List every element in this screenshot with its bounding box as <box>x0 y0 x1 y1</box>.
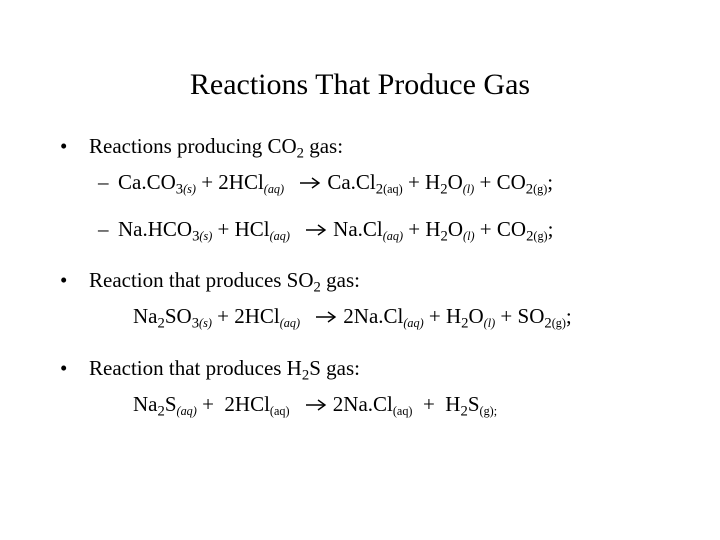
dash-marker: – <box>98 217 109 241</box>
bullet-marker: • <box>60 356 68 380</box>
equation-na2so3: $Na_2SO_3(s) + 2HCl(aq)$ $2Na.Cl(aq) + H_2O(l) + SO_2(g)$; <box>133 304 572 332</box>
equation-na2s: $Na_2S(aq) + 2HCl(aq)$ $2Na.Cl(aq) + H_2S(g)$; <box>133 392 498 420</box>
bullet-marker: • <box>60 134 68 158</box>
equation-nahco3: – $Na.HCO_3(s) + HCl(aq)$ $Na.Cl(aq) + H_2O(l) + CO_2(g)$; <box>98 217 554 245</box>
dash-marker: – <box>98 170 109 194</box>
bullet-marker: • <box>60 268 68 292</box>
slide-title: Reactions That Produce Gas <box>189 68 531 101</box>
arrow-right-icon <box>305 398 327 412</box>
arrow-right-icon <box>299 176 321 190</box>
bullet-co2-heading: • Reactions producing $CO_2$ gas: <box>60 134 344 162</box>
arrow-right-icon <box>315 310 337 324</box>
arrow-right-icon <box>305 223 327 237</box>
equation-caco3: – $Ca.CO_3(s) + 2HCl(aq)$ $Ca.Cl_2(aq) + H_2O(l) + CO_2(g)$; <box>98 170 554 198</box>
bullet-h2s-heading: • Reaction that produces $H_2S$ gas: <box>60 356 360 384</box>
bullet-so2-heading: • Reaction that produces $SO_2$ gas: <box>60 268 360 296</box>
